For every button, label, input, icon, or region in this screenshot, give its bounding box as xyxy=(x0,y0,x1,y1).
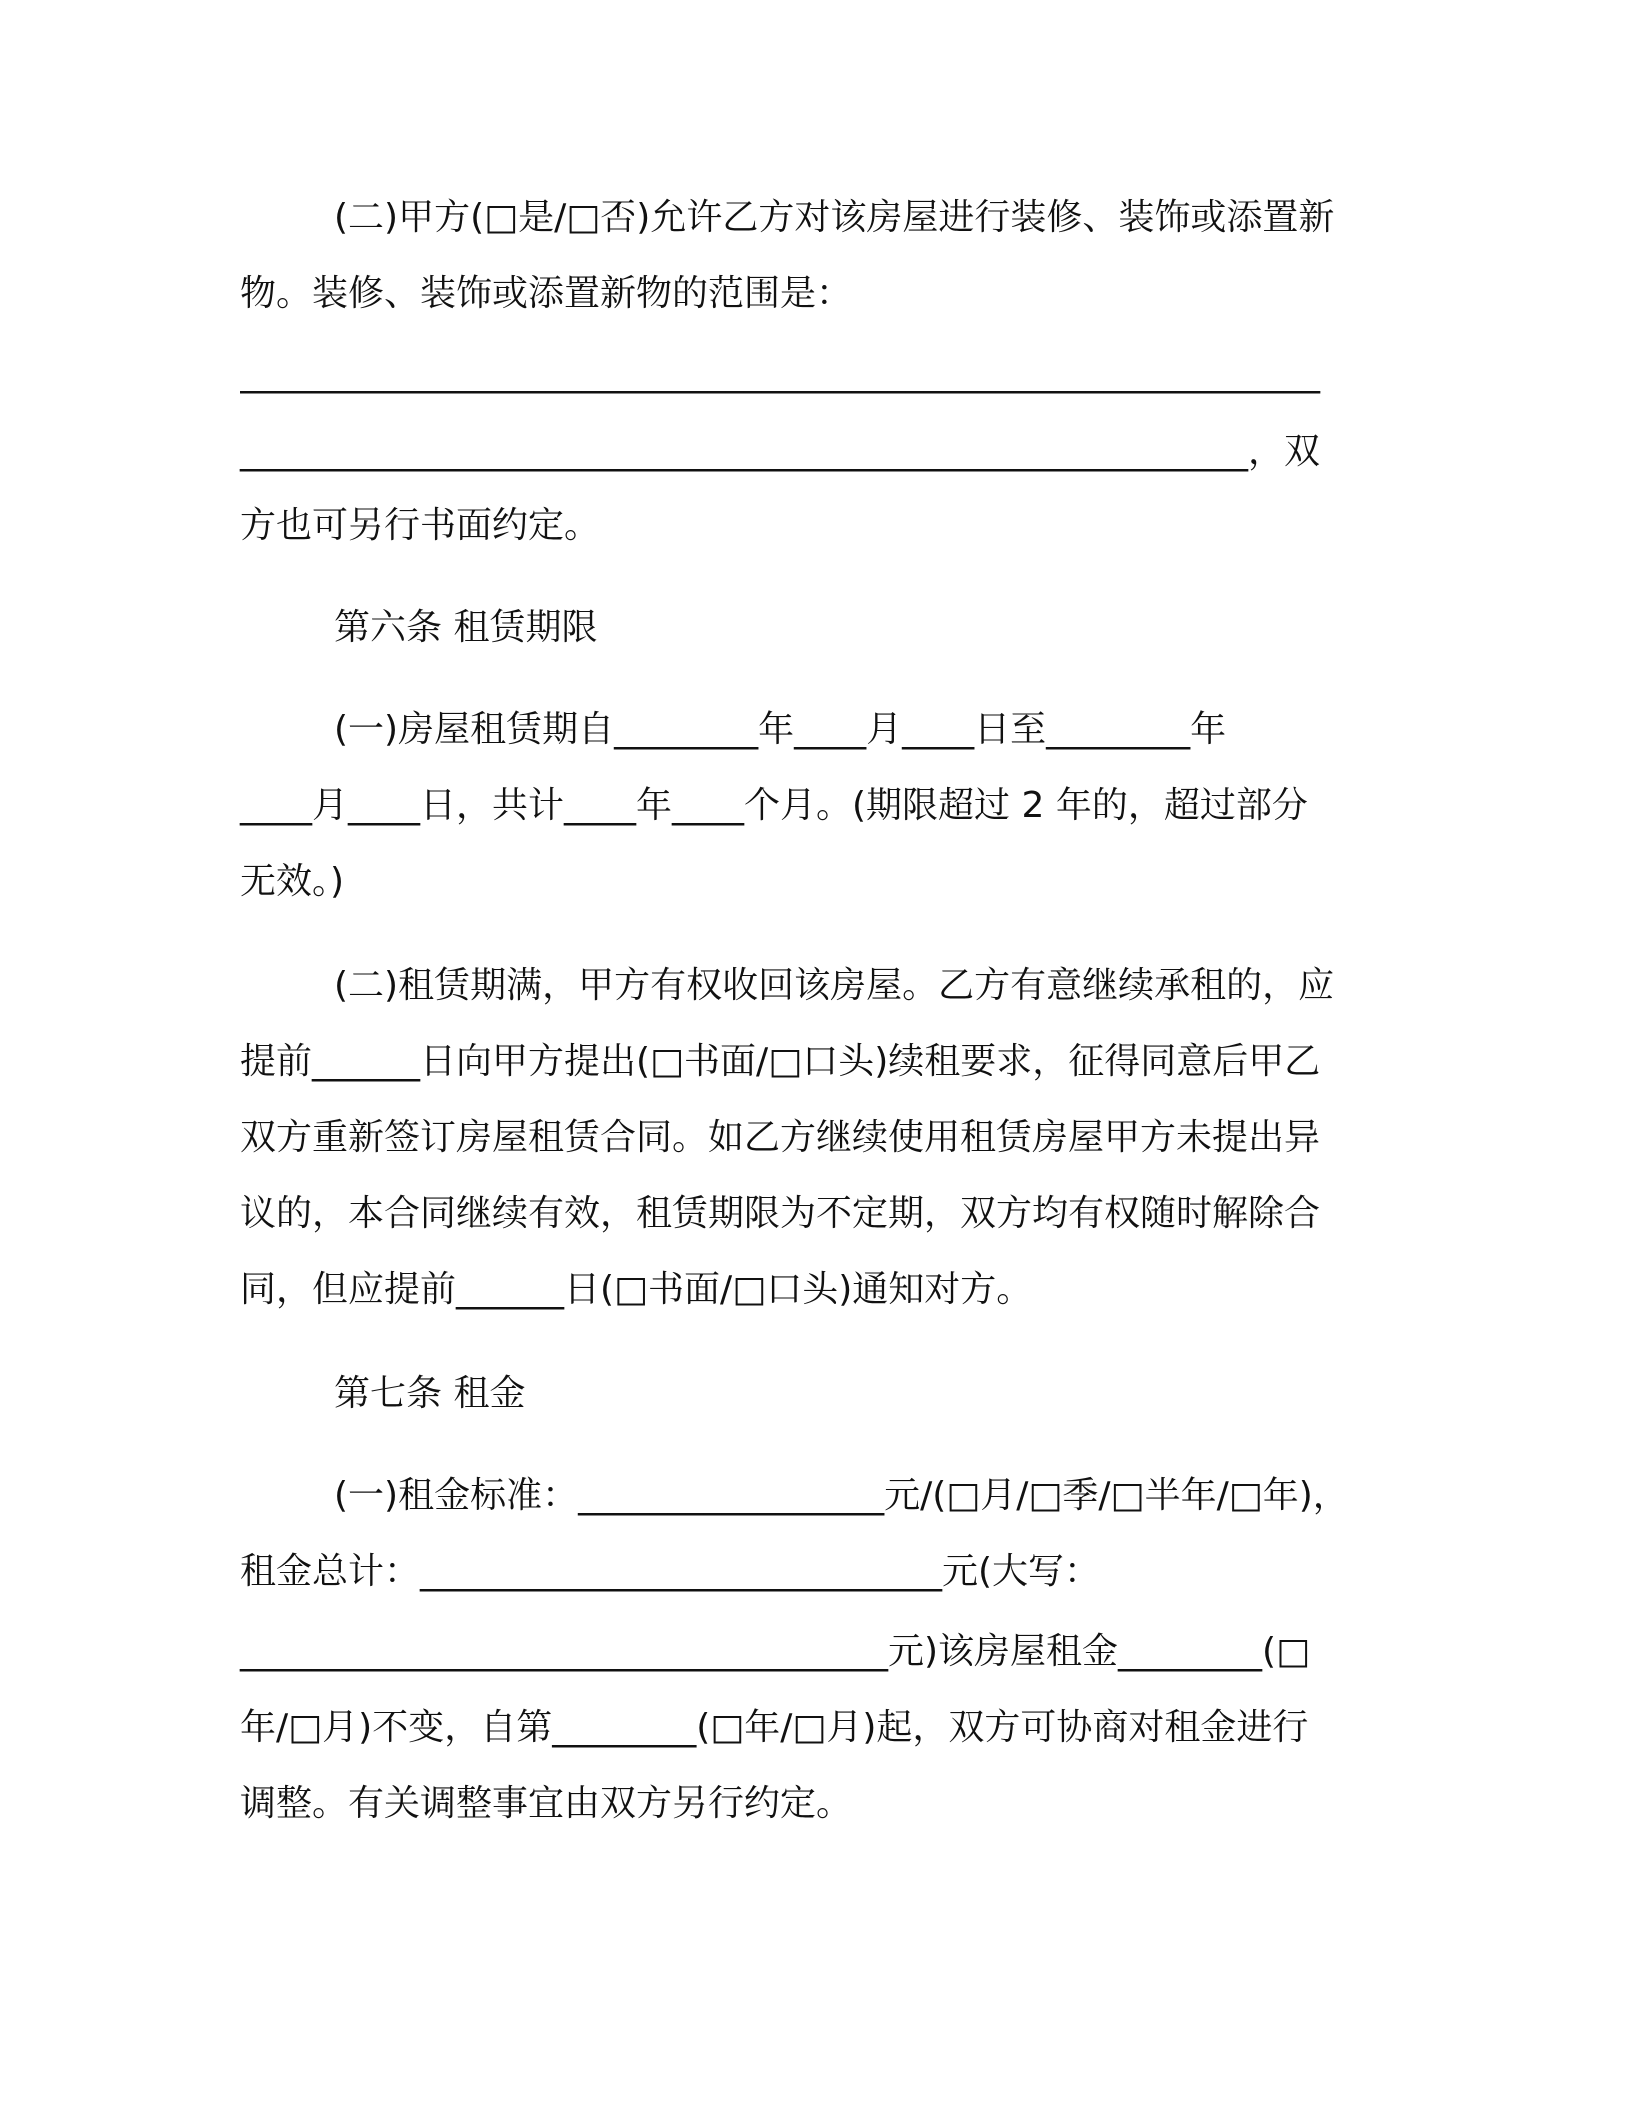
clause-7-1-line-3: ____________________________________元)该房屋租金________(□ xyxy=(240,1631,1311,1672)
clause-5-2-line-5: 方也可另行书面约定。 xyxy=(240,505,601,546)
clause-7-1-line-4: 年/□月)不变，自第________(□年/□月)起，双方可协商对租金进行 xyxy=(240,1707,1309,1748)
article-7-heading: 第七条 租金 xyxy=(334,1373,526,1414)
article-6-heading: 第六条 租赁期限 xyxy=(334,607,598,648)
clause-5-2-line-1: (二)甲方(□是/□否)允许乙方对该房屋进行装修、装饰或添置新 xyxy=(334,197,1335,238)
clause-6-1-line-1: (一)房屋租赁期自________年____月____日至________年 xyxy=(334,709,1227,750)
clause-6-2-line-4: 议的，本合同继续有效，租赁期限为不定期，双方均有权随时解除合 xyxy=(240,1193,1321,1234)
clause-6-1-line-2: ____月____日，共计____年____个月。(期限超过 2 年的，超过部分 xyxy=(240,785,1308,826)
clause-6-2-line-3: 双方重新签订房屋租赁合同。如乙方继续使用租赁房屋甲方未提出异 xyxy=(240,1117,1321,1158)
clause-7-1-line-2: 租金总计：_____________________________元(大写： xyxy=(240,1551,1101,1592)
blank-line-1: ____________________________________________________________ xyxy=(240,353,1320,394)
clause-7-1-line-5: 调整。有关调整事宜由双方另行约定。 xyxy=(240,1783,853,1824)
clause-5-2-line-2: 物。装修、装饰或添置新物的范围是： xyxy=(240,273,853,314)
blank-line-2: ________________________________________________________，双 xyxy=(240,431,1320,472)
clause-6-1-line-3: 无效。) xyxy=(240,861,345,902)
clause-6-2-line-2: 提前______日向甲方提出(□书面/□口头)续租要求，征得同意后甲乙 xyxy=(240,1041,1321,1082)
clause-6-2-line-1: (二)租赁期满，甲方有权收回该房屋。乙方有意继续承租的，应 xyxy=(334,965,1335,1006)
clause-6-2-line-5: 同，但应提前______日(□书面/□口头)通知对方。 xyxy=(240,1269,1033,1310)
clause-7-1-line-1: (一)租金标准：_________________元/(□月/□季/□半年/□年)， xyxy=(334,1475,1349,1516)
